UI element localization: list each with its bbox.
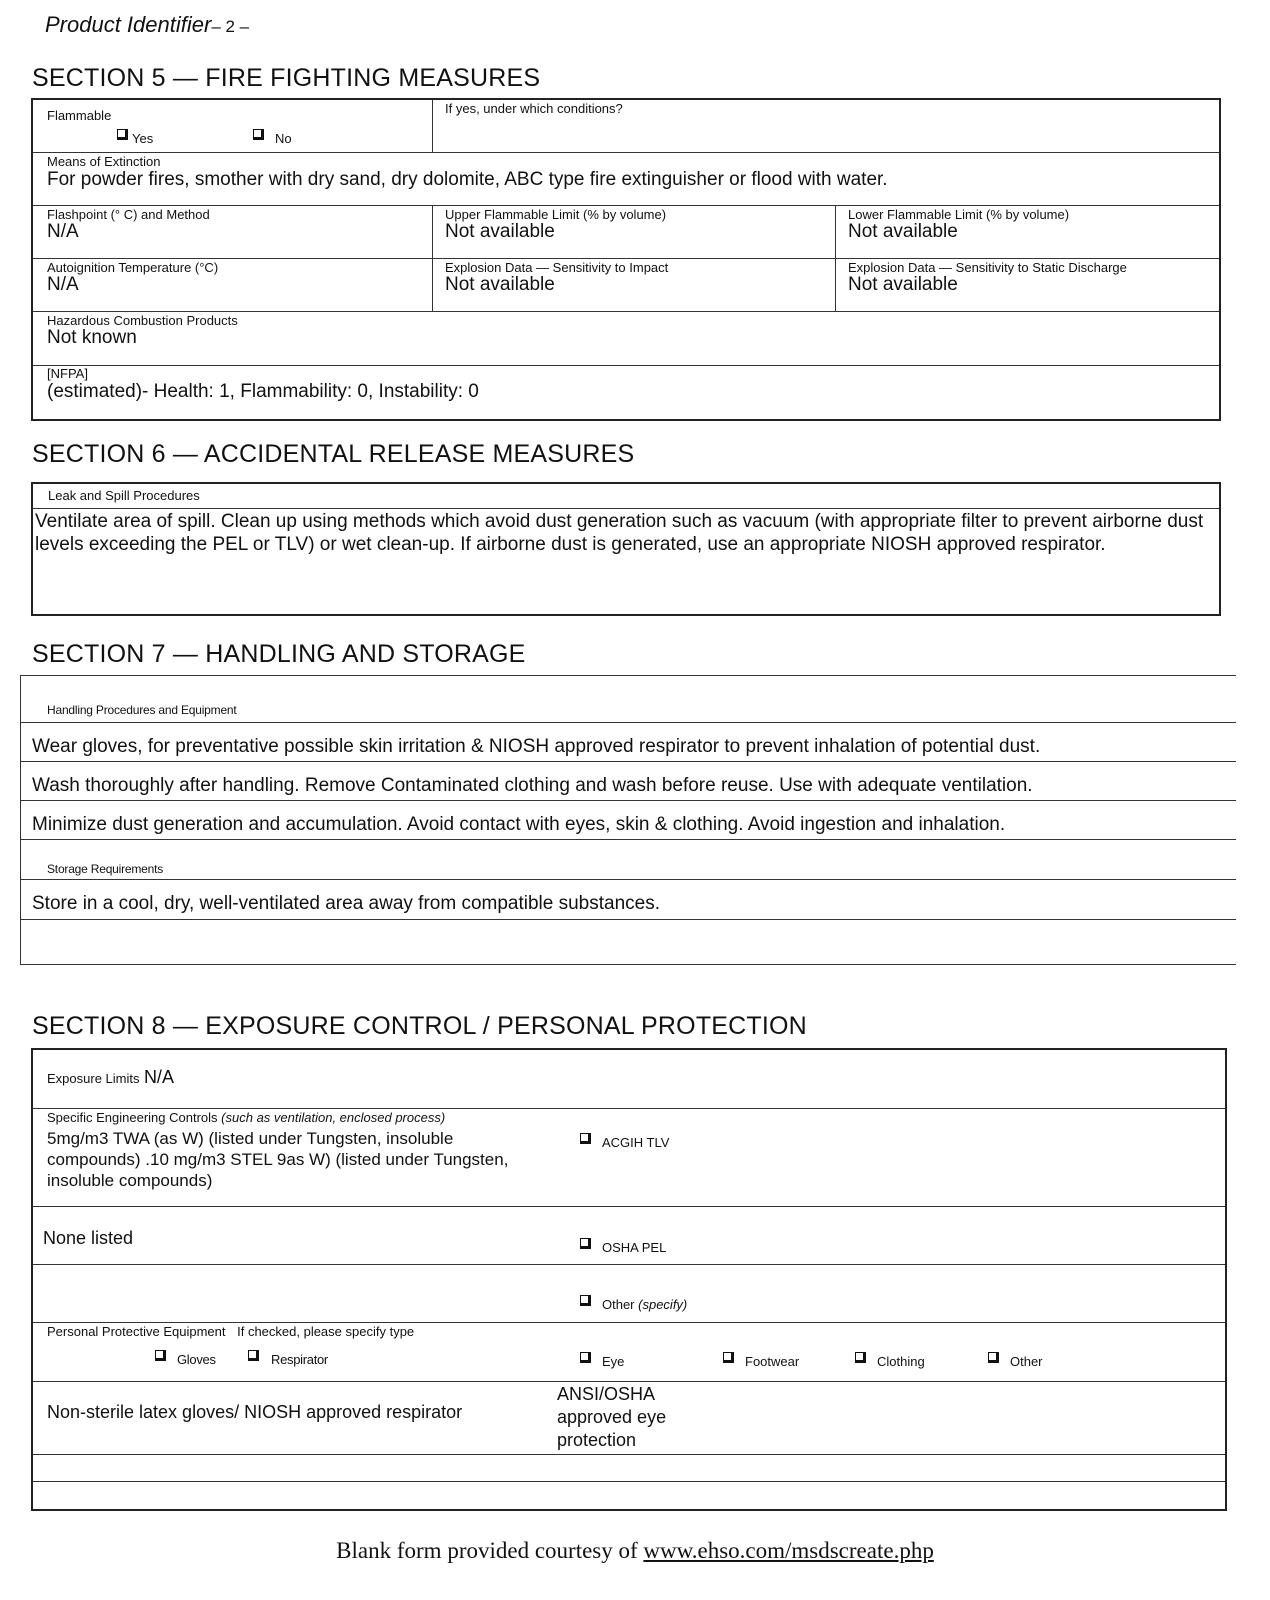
osha-pel-label: OSHA PEL [602, 1240, 667, 1255]
combustion-value: Not known [47, 327, 137, 348]
exposure-limits-value: N/A [143, 1067, 174, 1087]
footer-link[interactable]: www.ehso.com/msdscreate.php [643, 1538, 934, 1563]
ppe-other-checkbox[interactable] [988, 1352, 999, 1363]
nfpa-value: (estimated)- Health: 1, Flammability: 0, Instability: 0 [47, 381, 479, 402]
flashpoint-label: Flashpoint (° C) and Method [47, 207, 210, 222]
eye-label: Eye [602, 1354, 625, 1369]
storage-label: Storage Requirements [47, 862, 164, 876]
eng-line-2: compounds) .10 mg/m3 STEL 9as W) (listed under Tungsten, [47, 1150, 509, 1169]
respirator-label: Respirator [271, 1352, 328, 1367]
storage-line-1: Store in a cool, dry, well-ventilated area away from compatible substances. [32, 893, 661, 914]
gloves-value: Non-sterile latex gloves/ NIOSH approved respirator [47, 1402, 463, 1422]
leak-spill-value: Ventilate area of spill. Clean up using methods which avoid dust generation such as vacuum (with appropriate filter to prevent airborne dust levels exceeding the PEL or TLV) or wet clean-up. If airborne dust is generated, use an appropriate NIOSH approved respirator. [35, 511, 1204, 555]
clothing-checkbox[interactable] [855, 1352, 866, 1363]
eng-controls-value [47, 1128, 508, 1191]
combustion-label: Hazardous Combustion Products [47, 313, 238, 328]
flammable-yes-checkbox[interactable] [117, 129, 128, 140]
autoignition-label: Autoignition Temperature (°C) [47, 260, 219, 275]
section-7-box [20, 675, 1236, 965]
gloves-checkbox[interactable] [155, 1350, 166, 1361]
section-8-title: SECTION 8 — EXPOSURE CONTROL / PERSONAL PROTECTION [32, 1012, 807, 1040]
section-8-box [31, 1048, 1227, 1511]
exposure-limits [47, 1067, 174, 1088]
ppe-label-row [47, 1324, 414, 1339]
leak-spill-label: Leak and Spill Procedures [48, 488, 200, 503]
page-number: – 2 – [211, 17, 250, 36]
handling-line-3: Minimize dust generation and accumulation. Avoid contact with eyes, skin & clothing. Avoid ingestion and inhalation. [32, 814, 1006, 835]
respirator-checkbox[interactable] [248, 1350, 259, 1361]
other-label: Other [602, 1297, 635, 1312]
eye-line-1: ANSI/OSHA [557, 1384, 656, 1404]
eye-value [557, 1383, 666, 1452]
flammable-yes-label: Yes [132, 131, 154, 146]
handling-line-2: Wash thoroughly after handling. Remove Contaminated clothing and wash before reuse. Use with adequate ventilation. [32, 775, 1033, 796]
extinction-label: Means of Extinction [47, 154, 161, 169]
eng-line-3: insoluble compounds) [47, 1171, 213, 1190]
eng-controls-label-hint: (such as ventilation, enclosed process) [221, 1110, 446, 1125]
osha-pel-checkbox[interactable] [580, 1238, 591, 1249]
product-identifier [45, 12, 249, 38]
handling-label: Handling Procedures and Equipment [47, 703, 237, 717]
ppe-other-label: Other [1010, 1354, 1043, 1369]
flammable-no-checkbox[interactable] [253, 129, 264, 140]
handling-line-1: Wear gloves, for preventative possible skin irritation & NIOSH approved respirator to prevent inhalation of potential dust. [32, 736, 1041, 757]
footer [0, 1538, 1270, 1564]
footwear-checkbox[interactable] [723, 1352, 734, 1363]
other-specify-checkbox[interactable] [580, 1295, 591, 1306]
eye-line-2: approved eye [557, 1407, 667, 1427]
impact-label: Explosion Data — Sensitivity to Impact [445, 260, 669, 275]
upper-limit-label: Upper Flammable Limit (% by volume) [445, 207, 667, 222]
ppe-label: Personal Protective Equipment [47, 1324, 226, 1339]
eye-line-3: protection [557, 1430, 637, 1450]
clothing-label: Clothing [877, 1354, 925, 1369]
static-value: Not available [848, 274, 958, 295]
other-specify-label [602, 1297, 687, 1312]
none-listed: None listed [43, 1228, 134, 1248]
autoignition-value: N/A [47, 274, 79, 295]
static-label: Explosion Data — Sensitivity to Static Discharge [848, 260, 1127, 275]
section-5-title: SECTION 5 — FIRE FIGHTING MEASURES [32, 64, 541, 92]
eng-controls-label-text: Specific Engineering Controls [47, 1110, 218, 1125]
upper-limit-value: Not available [445, 221, 555, 242]
section-7-title: SECTION 7 — HANDLING AND STORAGE [32, 640, 526, 668]
nfpa-label: [NFPA] [47, 366, 88, 381]
lower-limit-label: Lower Flammable Limit (% by volume) [848, 207, 1070, 222]
eng-controls-label [47, 1110, 445, 1125]
acgih-tlv-label: ACGIH TLV [602, 1135, 670, 1150]
impact-value: Not available [445, 274, 555, 295]
flashpoint-value: N/A [47, 221, 79, 242]
section-5-box [31, 98, 1221, 421]
footwear-label: Footwear [745, 1354, 800, 1369]
gloves-label: Gloves [177, 1352, 216, 1367]
exposure-limits-label: Exposure Limits [47, 1071, 140, 1086]
eye-checkbox[interactable] [580, 1352, 591, 1363]
eng-line-1: 5mg/m3 TWA (as W) (listed under Tungsten, insoluble [47, 1129, 454, 1148]
acgih-tlv-checkbox[interactable] [580, 1133, 591, 1144]
lower-limit-value: Not available [848, 221, 958, 242]
other-specify-hint: (specify) [638, 1297, 688, 1312]
footer-text: Blank form provided courtesy of [336, 1538, 638, 1563]
ppe-hint: If checked, please specify type [237, 1324, 415, 1339]
flammable-no-label: No [275, 131, 292, 146]
product-identifier-label: Product Identifier [45, 12, 212, 37]
section-6-title: SECTION 6 — ACCIDENTAL RELEASE MEASURES [32, 440, 635, 468]
section-6-box [31, 482, 1221, 616]
conditions-label: If yes, under which conditions? [445, 101, 623, 116]
flammable-label: Flammable [47, 108, 112, 123]
extinction-value: For powder fires, smother with dry sand, dry dolomite, ABC type fire extinguisher or flood with water. [47, 169, 888, 190]
